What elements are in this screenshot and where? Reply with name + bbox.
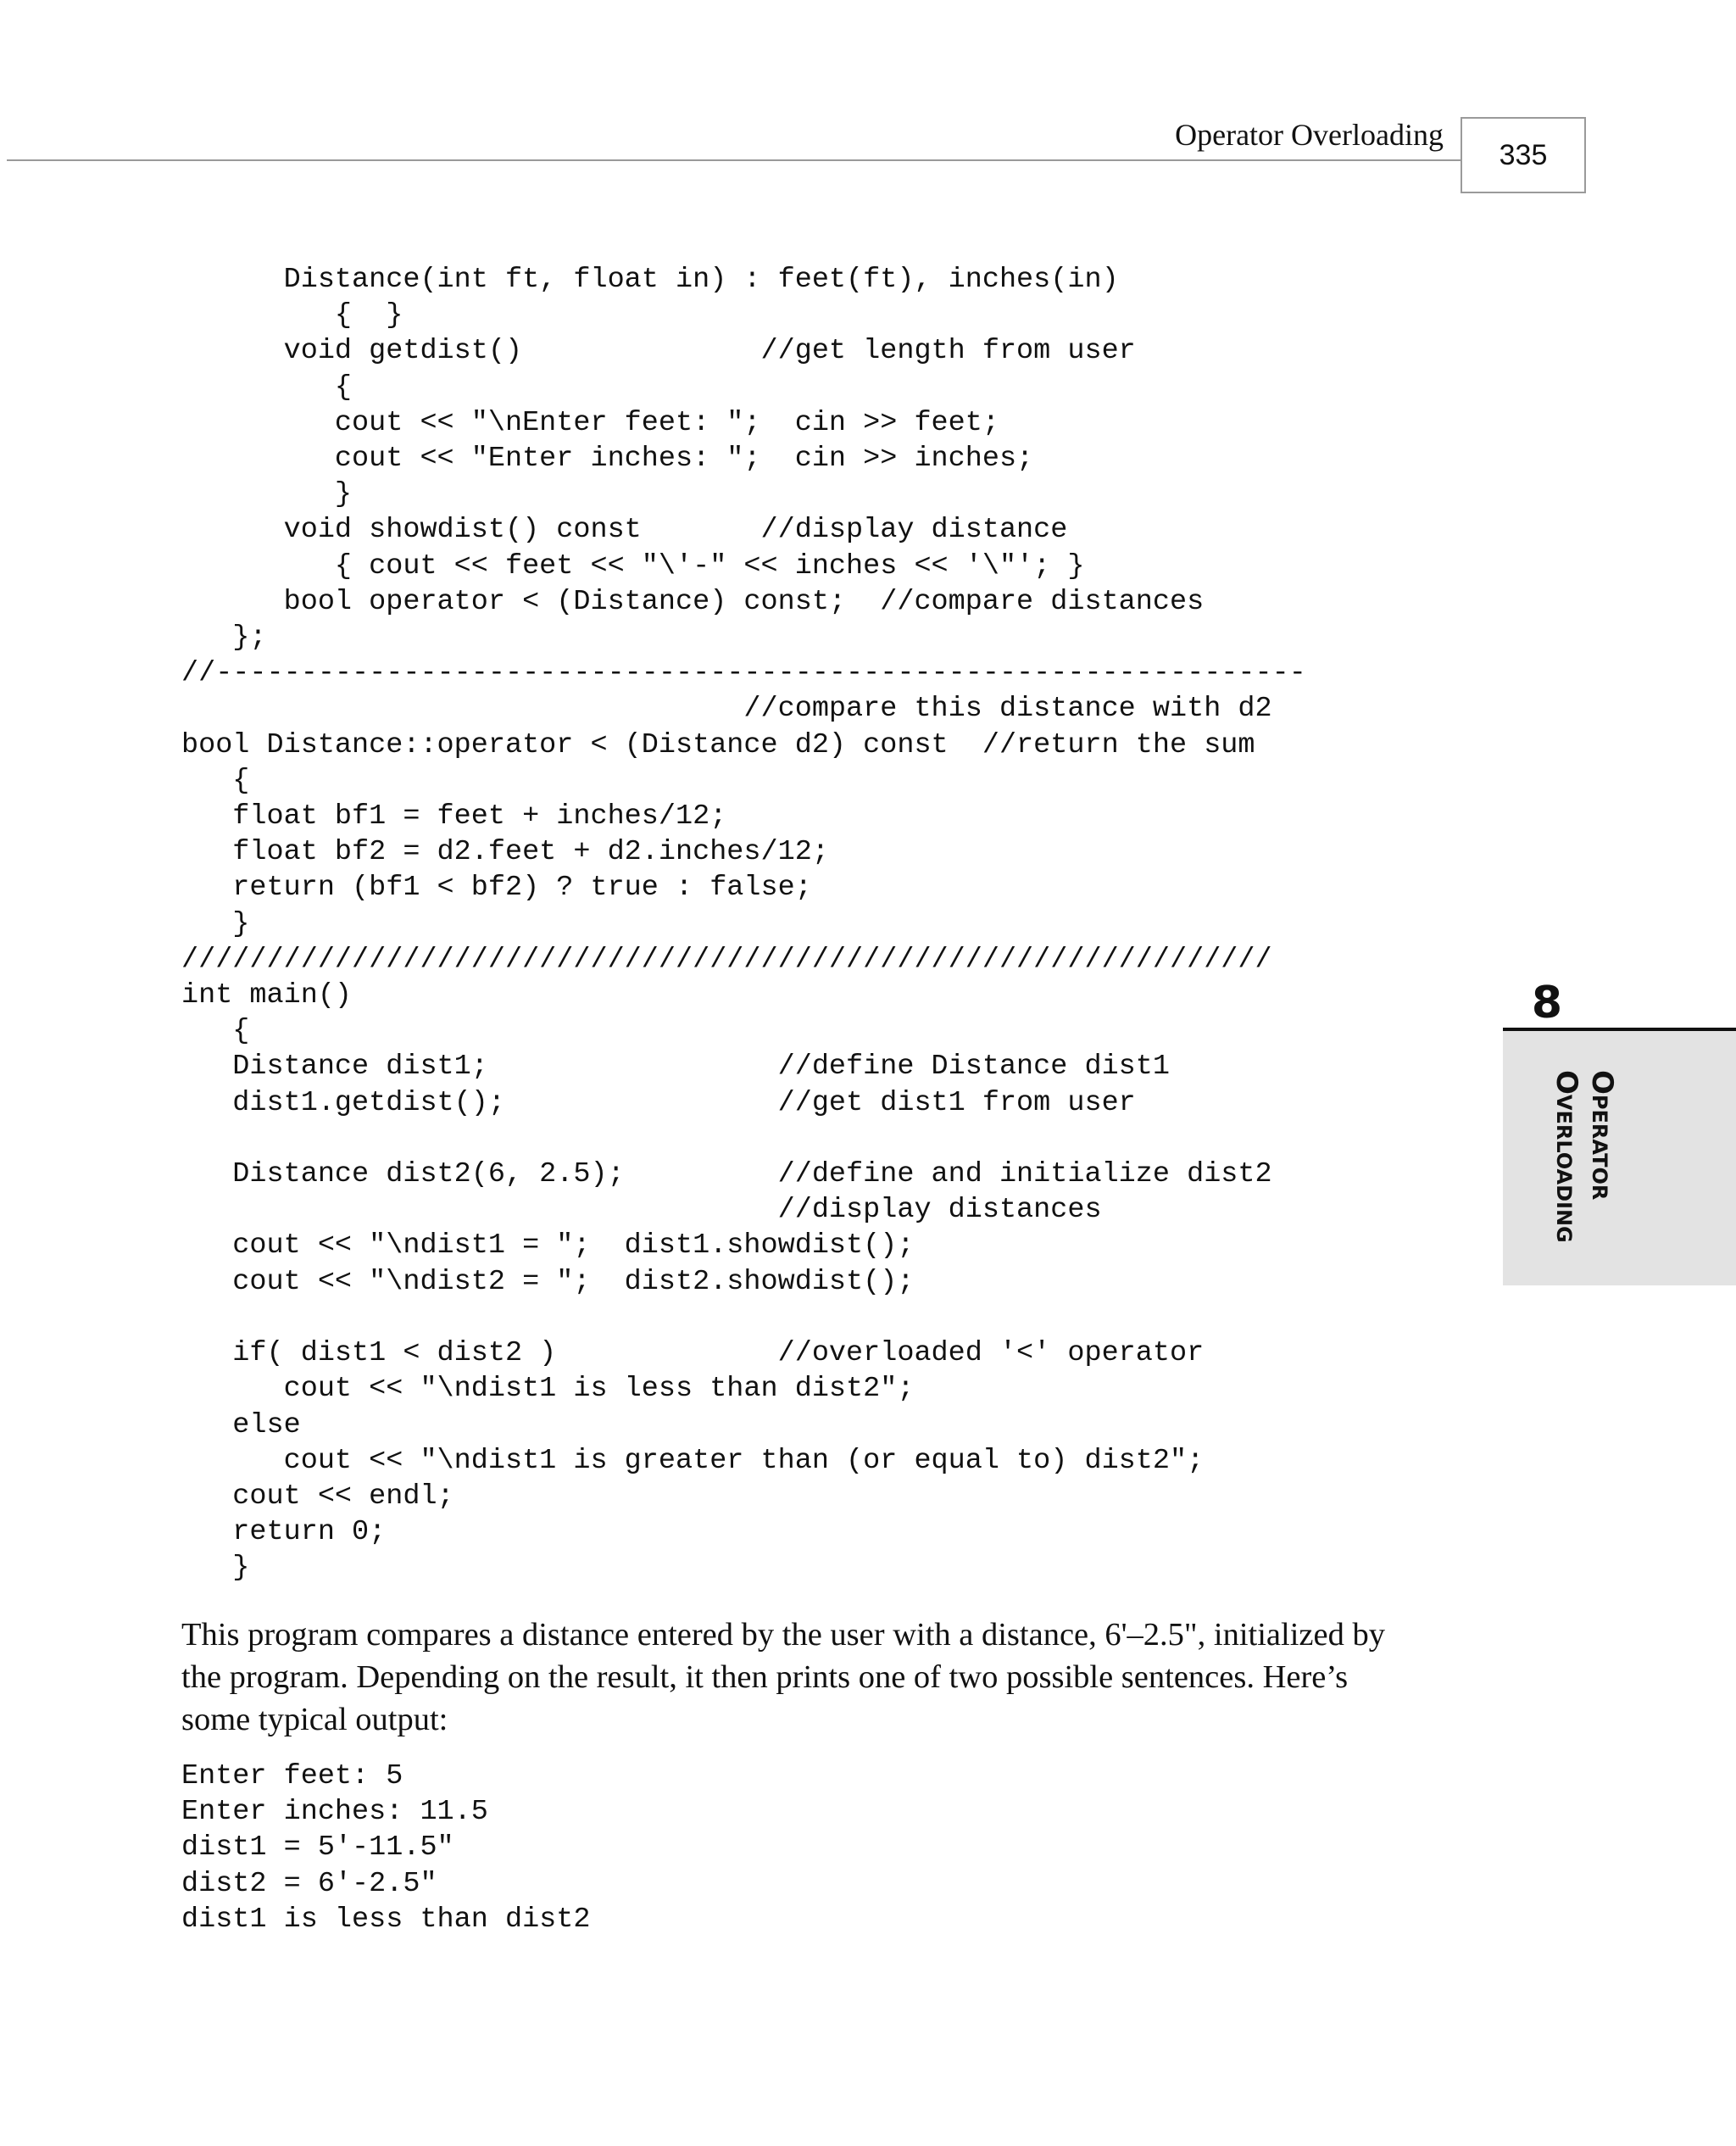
chapter-tab-title-line1: Operator [1585,1070,1619,1201]
page-number: 335 [1499,138,1548,171]
page-number-box [1461,117,1586,193]
running-title: Operator Overloading [1175,118,1444,152]
body-paragraph: This program compares a distance entered by the user with a distance, 6'–2.5", initialized by the program. Depending on the result, it then prints one of two possible sentences. Here’s some typical output: [181,1617,1385,1737]
chapter-number: 8 [1531,978,1563,1028]
chapter-tab-title-line2: Overloading [1550,1070,1583,1243]
chapter-tab-title [1549,1070,1620,1243]
header-rule [7,159,1461,161]
code-listing: Distance(int ft, float in) : feet(ft), inches(in) { } void getdist() //get length from user { cout << "\nEnter feet: "; cin >> feet; cout << "Enter inches: "; cin >> inches; } void showdist() const //display distance { cout << feet << "\'-" << inches << '\"'; } bool operator < (Distance) const; //compare distances }; //---------------------------------------------------------------- //compare this distance with d2 bool Distance::operator < (Distance d2) const //return the sum { float bf1 = feet + inches/12; float bf2 = d2.feet + d2.inches/12; return (bf1 < bf2) ? true : false; } //////////////////////////////////////////////////////////////// int main() { Distance dist1; //define Distance dist1 dist1.getdist(); //get dist1 from user Distance dist2(6, 2.5); //define and initialize dist2 //display distances cout << "\ndist1 = "; dist1.showdist(); cout << "\ndist2 = "; dist2.showdist(); if( dist1 < dist2 ) //overloaded '<' operator cout << "\ndist1 is less than dist2"; else cout << "\ndist1 is greater than (or equal to) dist2"; cout << endl; return 0; } [181,264,1306,1585]
output-listing: Enter feet: 5 Enter inches: 11.5 dist1 = 5'-11.5" dist2 = 6'-2.5" dist1 is less than dist2 [181,1760,591,1936]
